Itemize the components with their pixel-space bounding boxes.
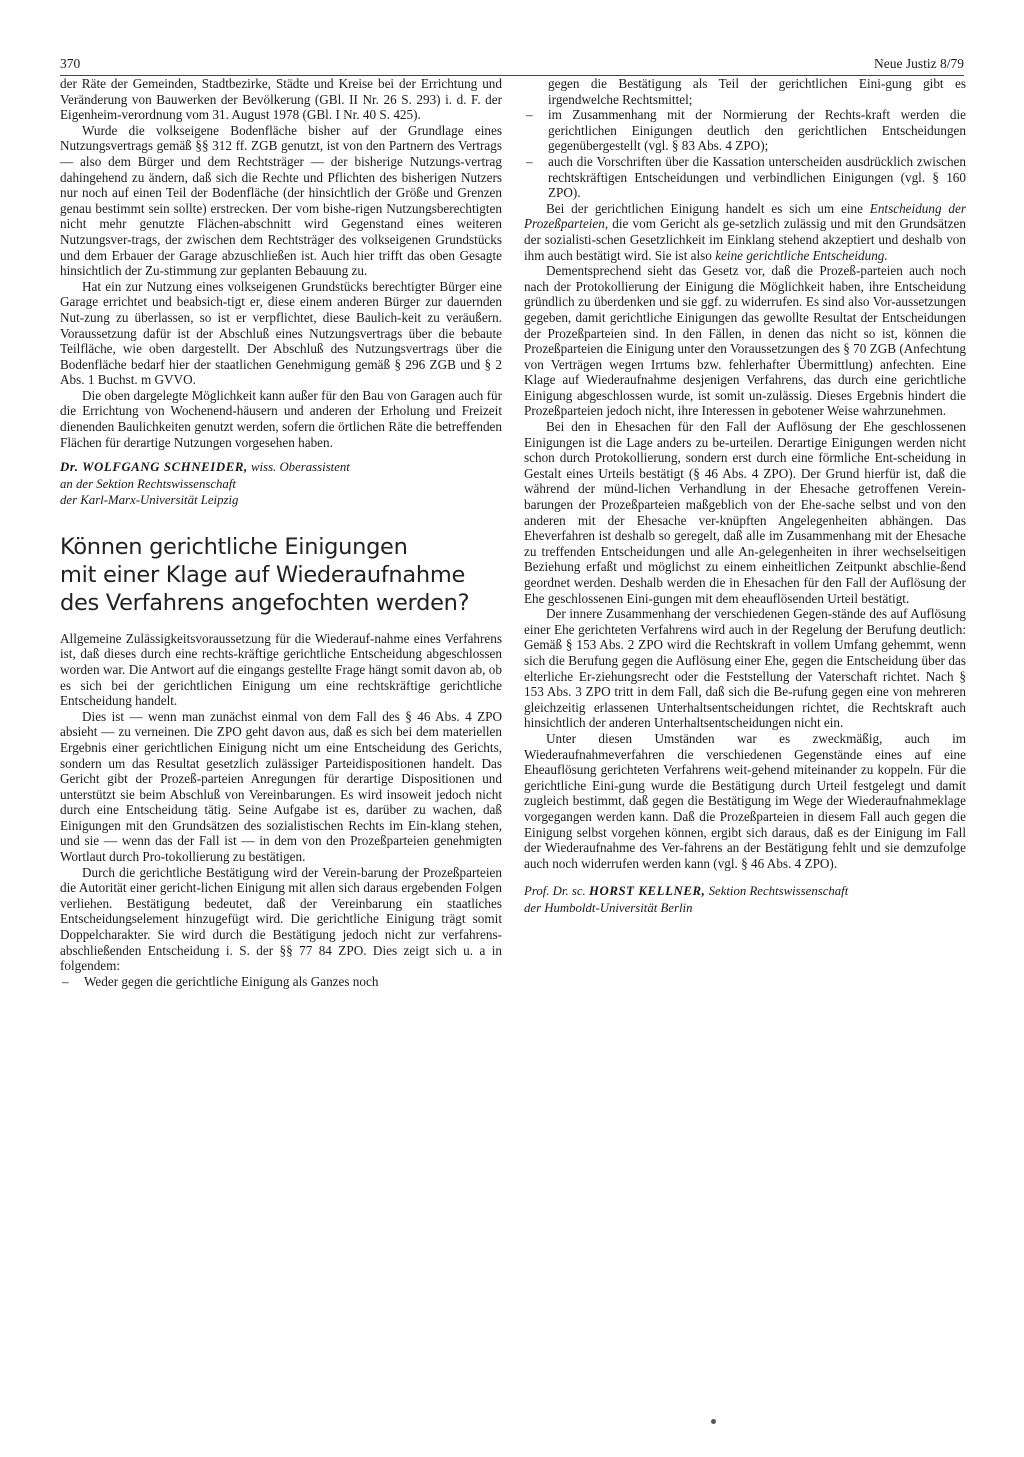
- author-affiliation: an der Sektion Rechtswissenschaft: [60, 476, 236, 491]
- list-item-continuation: gegen die Bestätigung als Teil der gerichtlichen Eini-gung gibt es irgendwelche Rechtsmittel;: [548, 76, 966, 107]
- signature-line: [60, 459, 502, 476]
- text-run: die vom Gericht als ge-setzlich zulässig und mit den Grundsätzen der sozialisti-schen Gesetzlichkeit im Einklang stehend akzeptiert und deshalb von ihm auch bestätigt wird. Sie ist also: [524, 216, 966, 263]
- list-item: – Weder gegen die gerichtliche Einigung als Ganzes noch: [60, 974, 502, 990]
- author-name: HORST KELLNER,: [588, 884, 706, 899]
- headline-line: mit einer Klage auf Wiederaufnahme: [60, 561, 465, 588]
- author-affiliation: Sektion Rechtswissenschaft: [705, 884, 849, 899]
- list-item: – im Zusammenhang mit der Normierung der Rechts-kraft werden die gerichtlichen Einigungen deutlich den gerichtlichen Entscheidungen gegenübergestellt (vgl. § 83 Abs. 4 ZPO);: [524, 107, 966, 154]
- paragraph: der Räte der Gemeinden, Stadtbezirke, Städte und Kreise bei der Errichtung und Veränderung von Bauwerken der Bevölkerung (GBl. II Nr. 26 S. 293) i. d. F. der Eigenheim-verordnung vom 31. August 1978 (GBl. I Nr. 40 S. 425).: [60, 76, 502, 123]
- right-column: [524, 76, 966, 916]
- page-number: 370: [60, 56, 81, 71]
- headline-line: des Verfahrens angefochten werden?: [60, 589, 470, 616]
- headline-line: Können gerichtliche Einigungen: [60, 533, 408, 560]
- author-signature: [524, 883, 966, 916]
- article-headline: [60, 533, 502, 617]
- author-title: wiss. Oberassistent: [247, 460, 350, 475]
- left-column: [60, 76, 502, 989]
- emphasis: Entscheidung der Prozeßparteien,: [524, 200, 966, 232]
- paragraph: Wurde die volkseigene Bodenfläche bisher auf der Grundlage eines Nutzungsvertrags gemäß §§ 312 ff. ZGB genutzt, ist von den Partnern des Vertrags — also dem Bürger und dem Rechtsträger — der bisherige Nutzungs-vertrag dahingehend zu ändern, daß sich die Rechte und Pflichten des bisherigen Nutzers nur noch auf einen Teil der Bodenfläche (der hinsichtlich der Größe und Grenzen genau bestimmt sein sollte) erstrecken. Der vom bishe-rigen Nutzungsberechtigten nicht mehr genutzte Flächen-abschnitt wird Gegenstand eines weiteren Nutzungsver-trags, der zwischen dem Rechtsträger des volkseigenen Grundstücks und dem Erbauer der Garage abzuschließen ist. Auch hier trifft das oben Gesagte hinsichtlich der Zu-stimmung zur geplanten Bebauung zu.: [60, 122, 502, 279]
- paragraph: Hat ein zur Nutzung eines volkseigenen Grundstücks berechtigter Bürger eine Garage errichtet und beabsich-tigt er, diese einem anderen Bürger zur dauernden Nut-zung zu überlassen, so ist er verpflichtet, diese Baulich-keit zu veräußern. Voraussetzung dafür ist der Abschluß eines Nutzungsvertrags über die bebaute Teilfläche, wie oben dargestellt. Der Abschluß des Nutzungsvertrags über die Bodenfläche bedarf hier der staatlichen Genehmigung gemäß § 296 ZGB und § 2 Abs. 1 Buchst. m GVVO.: [60, 278, 502, 388]
- dash-list: [60, 974, 502, 990]
- paragraph: [524, 201, 966, 263]
- paragraph: Dies ist — wenn man zunächst einmal von dem Fall des § 46 Abs. 4 ZPO absieht — zu verneinen. Die ZPO geht davon aus, daß es sich bei dem materiellen Ergebnis einer gerichtlichen Einigung nicht um eine Entscheidung des Gerichts, sondern um das Resultat gesetzlich zulässiger Parteidispositionen handelt. Das Gericht gibt der Prozeß-parteien Anregungen für derartige Dispositionen und unterstützt sie beim Abschluß von Vereinbarungen. Es wird insoweit jedoch nicht durch eine Entscheidung tätig. Seine Aufgabe ist es, darüber zu wachen, daß Einigungen mit den Grundsätzen des sozialistischen Rechts im Ein-klang stehen, und sie — wenn das der Fall ist — in dem von den Prozeßparteien genehmigten Wortlaut durch Pro-tokollierung zu bestätigen.: [60, 708, 502, 865]
- dash-list: [524, 76, 966, 201]
- author-institution: der Humboldt-Universität Berlin: [524, 900, 693, 915]
- ink-speck: [711, 1419, 716, 1424]
- paragraph: Durch die gerichtliche Bestätigung wird der Verein-barung der Prozeßparteien die Autorität einer gericht-lichen Einigung mit allen sich daraus ergebenden Folgen verliehen. Bestätigung bedeutet, daß der Vereinbarung ein staatliches Entscheidungselement hinzugefügt wird. Die gerichtliche Einigung trägt somit Doppelcharakter. Sie wird durch die Bestätigung jedoch nicht zur verfahrens-abschließenden Entscheidung i. S. der §§ 77 84 ZPO. Dies zeigt sich u. a in folgendem:: [60, 864, 502, 974]
- emphasis: keine gerichtliche Entscheidung.: [715, 247, 888, 263]
- paragraph: Dementsprechend sieht das Gesetz vor, daß die Prozeß-parteien auch noch nach der Protokollierung der Einigung die Möglichkeit haben, ihre Entscheidung gründlich zu überdenken und sie ggf. zu widerrufen. Es sind also Vor-aussetzungen gegeben, damit gerichtliche Einigungen das gewollte Resultat der Entscheidungen der Prozeßparteien sind. In den Fällen, in denen das nicht so ist, können die Prozeßparteien die Einigung unter den Voraussetzungen des § 70 ZGB (Anfechtung von Verträgen wegen Irrtums bzw. fehlerhafter Übermittlung) anfechten. Eine Klage auf Wiederaufnahme desjenigen Verfahrens, das durch eine gerichtliche Einigung abgeschlossen wurde, ist somit un-zulässig. Dieses Ergebnis hindert die Prozeßparteien jedoch nicht, ihre Interessen in gebotener Weise wahrzunehmen.: [524, 263, 966, 419]
- text-run: Bei der gerichtlichen Einigung handelt es sich um eine: [546, 200, 870, 216]
- paragraph: Unter diesen Umständen war es zweckmäßig, auch im Wiederaufnahmeverfahren die verschiedenen Gegenstände eines auf eine Eheauflösung gerichteten Verfahrens weit-gehend miteinander zu koppeln. Für die gerichtliche Eini-gung wurde die Bestätigung durch Urteil festgelegt und damit zugleich bestimmt, daß gegen die Bestätigung im Wege der Wiederaufnahmeklage vorgegangen werden kann. Daß die Prozeßparteien in diesem Fall auch gegen die Einigung selbst vorgehen können, ergibt sich daraus, daß es der Einigung im Fall der Wiederaufnahme des Ver-fahrens an der Bestätigung fehlt und sie demzufolge auch noch widerrufen werden kann (vgl. § 46 Abs. 4 ZPO).: [524, 730, 966, 871]
- author-degree: Prof. Dr. sc.: [524, 884, 589, 899]
- paragraph: Allgemeine Zulässigkeitsvoraussetzung für die Wiederauf-nahme eines Verfahrens ist, daß dieses durch eine rechts-kräftige gerichtliche Entscheidung abgeschlossen worden war. Die Antwort auf die eingangs gestellte Frage hängt somit davon ab, ob es sich bei der gerichtlichen Einigung um eine rechtskräftige gerichtliche Entscheidung handelt.: [60, 630, 502, 709]
- author-signature: [60, 459, 502, 509]
- paragraph: Bei den in Ehesachen für den Fall der Auflösung der Ehe geschlossenen Einigungen ist die Lage anders zu be-urteilen. Derartige Einigungen werden nicht schon durch Protokollierung, sondern erst durch eine förmliche Ent-scheidung in Gestalt eines Urteils bestätigt (§ 46 Abs. 4 ZPO). Der Grund hierfür ist, daß die während der münd-lichen Verhandlung in der Ehesache getroffenen Verein-barungen der Prozeßparteien maßgeblich von der Ehe-sache selbst und von den anderen mit der Ehesache ver-knüpften Angelegenheiten abhängen. Das Eheverfahren ist deshalb so geregelt, daß alle im Zusammenhang mit der Ehesache zu treffenden Entscheidungen und alle An-gelegenheiten in ihrer wechselseitigen Beziehung erfaßt und möglichst zu einem einheitlichen Zeitpunkt abschlie-ßend geordnet werden. Deshalb werden die in Ehesachen für den Fall der Auflösung der Ehe geschlossenen Eini-gungen mit dem eheauflösenden Urteil bestätigt.: [524, 419, 966, 606]
- paragraph: Der innere Zusammenhang der verschiedenen Gegen-stände des auf Auflösung einer Ehe gerichteten Verfahrens wird auch in der Regelung der Berufung deutlich: Gemäß § 153 Abs. 2 ZPO wird die Rechtskraft in vollem Umfang gehemmt, wenn sich die Berufung gegen die Auflösung einer Ehe, gegen die Entscheidung über das elterliche Er-ziehungsrecht oder die Feststellung der Vaterschaft richtet. Nach § 153 Abs. 3 ZPO tritt in dem Fall, daß sich die Be-rufung gegen eine von mehreren gleichzeitig erlassenen Unterhaltsentscheidungen richtet, die Rechtskraft auch hinsichtlich der anderen Unterhaltsentscheidungen nicht ein.: [524, 606, 966, 731]
- running-head: [60, 56, 964, 76]
- signature-line: [524, 883, 966, 900]
- paragraph: Die oben dargelegte Möglichkeit kann außer für den Bau von Garagen auch für die Errichtung von Wochenend-häusern und anderen der Erholung und Freizeit dienenden Baulichkeiten genutzt werden, sofern die örtlichen Räte die betreffenden Flächen für derartige Nutzungen vorgesehen haben.: [60, 387, 502, 450]
- author-name: Dr. WOLFGANG SCHNEIDER,: [60, 460, 248, 475]
- list-item: – auch die Vorschriften über die Kassation unterscheiden ausdrücklich zwischen rechtskräftigen Entscheidungen und verbindlichen Einigungen (vgl. § 160 ZPO).: [524, 154, 966, 201]
- journal-issue: Neue Justiz 8/79: [874, 56, 964, 71]
- author-institution: der Karl-Marx-Universität Leipzig: [60, 493, 239, 508]
